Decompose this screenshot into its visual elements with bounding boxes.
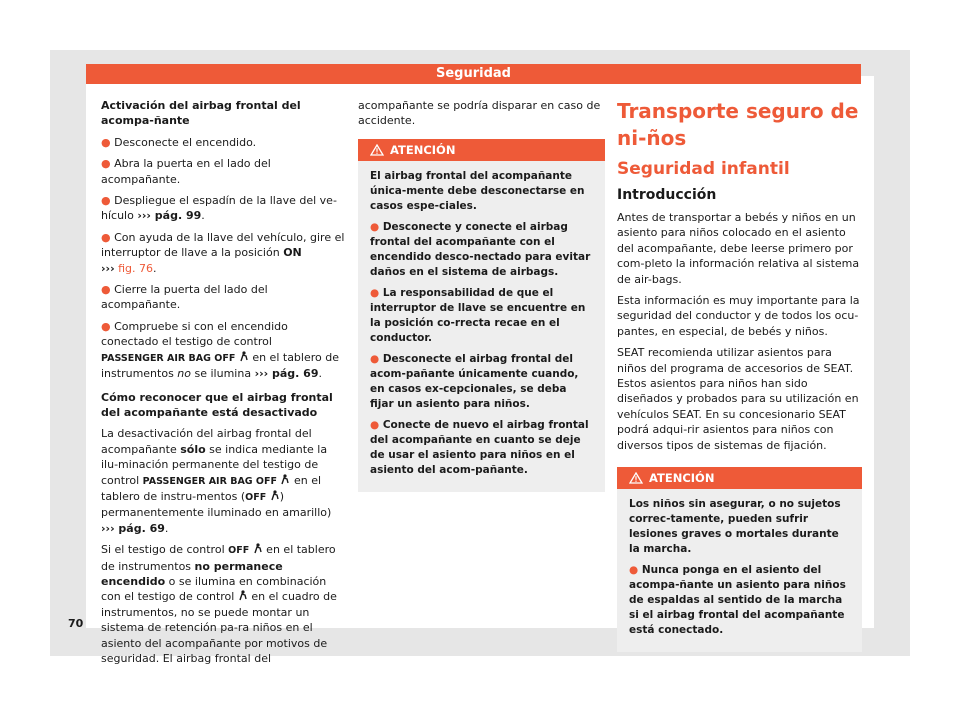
warning-text: La responsabilidad de que el interruptor de llave se encuentre en la posición co-rrecta recae en el conductor. [370,286,586,344]
column-2 [358,98,605,492]
warning-text: Conecte de nuevo el airbag frontal del acompañante en cuanto se deje de usar el asiento para niños en el asiento del acom-pañante. [370,418,589,476]
warning-text: Desconecte y conecte el airbag frontal del acompañante con el encendido desco-nectado para evitar daños en el sistema de airbags. [370,220,591,278]
airbag-person-icon [239,351,249,362]
paragraph [101,542,347,666]
ref-arrow: ››› [101,261,115,275]
warning-bullet [629,563,850,638]
bullet-dot: ● [101,283,111,297]
list-item-text: Despliegue el espadín de la llave del ve-hículo [101,194,337,223]
warning-text: Los niños sin asegurar, o no sujetos correc-tamente, pueden sufrir lesiones graves o mortales durante la marcha. [629,498,841,556]
bullet-dot: ● [101,135,111,149]
airbag-person-icon [238,590,248,601]
warning-bullet [370,220,593,280]
emphasis: sólo [180,442,206,456]
bullet-dot: ● [101,230,111,244]
list-item [101,193,347,224]
passenger-airbag-off-symbol: PASSENGER AIR BAG OFF [101,352,236,364]
airbag-person-icon [280,474,290,485]
off-symbol: OFF [245,491,267,503]
page-ref-link[interactable]: ››› pág. 69 [254,367,319,381]
warning-body [617,489,862,652]
figure-ref-link[interactable]: fig. 76 [114,261,154,275]
list-item-text: Abra la puerta en el lado del acompañante. [101,157,271,186]
list-item-text: Con ayuda de la llave del vehículo, gire el interruptor de llave a la posición [101,230,345,260]
warning-bullet [370,286,593,346]
list-item-text: en el tablero de instrumentos [101,350,339,381]
bullet-dot: ● [370,352,380,365]
list-item-text: Cierre la puerta del lado del acompañante. [101,283,268,312]
heading-deactivated: Cómo reconocer que el airbag frontal del acompañante está desactivado [101,390,333,419]
airbag-person-icon [270,490,280,501]
text: La desactivación del airbag frontal del acompañante [101,427,312,456]
warning-body [358,161,605,492]
text: en el tablero de instru-mentos ( [101,473,322,503]
column-1 [101,98,347,672]
warning-bullet [370,418,593,478]
page-ref-link[interactable]: ››› pág. 69 [101,521,165,535]
warning-title: ATENCIÓN [390,142,456,157]
warning-header [358,139,605,161]
paragraph: acompañante se podría disparar en caso de accidente. [358,99,601,128]
warning-triangle-icon [370,144,384,156]
list-item [101,319,347,382]
list-item [101,282,347,313]
list-item-text: se ilumina [191,367,255,381]
warning-triangle-icon [629,472,643,484]
on-label: ON [283,246,302,260]
list-item [101,135,347,150]
warning-header [617,467,862,489]
list-item [101,156,347,187]
passenger-airbag-off-symbol: PASSENGER AIR BAG OFF [142,475,277,487]
section-title: Seguridad infantil [617,159,790,179]
heading-activation: Activación del airbag frontal del acompa-ñante [101,99,301,128]
text: se indica mediante la ilu-minación permanente del testigo de control [101,442,328,487]
text: ) permanentemente iluminado en amarillo) [101,489,332,520]
punct: . [201,209,205,223]
bullet-dot: ● [370,220,380,233]
bullet-dot: ● [370,286,380,299]
bullet-dot: ● [101,157,111,171]
list-item-text: Compruebe si con el encendido conectado el testigo de control [101,319,288,349]
emphasis: no [177,367,191,381]
column-3 [617,98,862,652]
text: en el tablero de instrumentos [101,543,336,573]
list-item-text: Desconecte el encendido. [114,135,257,149]
bullet-dot: ● [101,319,111,333]
paragraph: Esta información es muy importante para la seguridad del conductor y de todos los ocu-pantes, en especial, de bebés y niños. [617,294,860,338]
paragraph [101,426,347,536]
airbag-person-icon [253,543,263,554]
bullet-dot: ● [629,564,639,577]
text: Si el testigo de control [101,543,229,557]
warning-title: ATENCIÓN [649,471,715,486]
paragraph: Antes de transportar a bebés y niños en un asiento para niños colocado en el asiento del acompañante, debe leerse primero por com-pleto la información relativa al sistema de air-bags. [617,211,860,286]
warning-bullet [370,352,593,412]
page-ref-link[interactable]: ››› pág. 99 [137,209,202,223]
warning-text: El airbag frontal del acompañante única-mente debe desconectarse en casos espe-ciales. [370,169,585,212]
paragraph: SEAT recomienda utilizar asientos para niños del programa de accesorios de SEAT. Estos asientos para niños han sido diseñados y probados para su utilización en vehículos SEAT. En su concesionario SEAT podrá adqui-rir asientos para niños con diversos tipos de sistemas de fijación. [617,346,859,452]
page-number: 70 [68,617,84,630]
punct: . [153,261,157,275]
text: en el cuadro de instrumentos, no se puede montar un sistema de retención pa-ra niños en el asiento del acompañante por motivos de seguridad. El airbag frontal del [101,590,337,665]
section-header: Seguridad [86,64,861,84]
subsection-title: Introducción [617,187,717,203]
warning-box [617,467,862,652]
chapter-title: Transporte seguro de ni-ños [617,99,859,150]
emphasis: no permanece encendido [101,559,283,588]
bullet-dot: ● [370,418,380,431]
warning-text: Desconecte el airbag frontal del acom-pañante únicamente cuando, en casos ex-cepcionales, se deba fijar un asiento para niños. [370,352,579,410]
punct: . [164,521,169,535]
text: o se ilumina en combinación con el testigo de control [101,574,327,604]
off-symbol: OFF [228,545,250,557]
list-item [101,230,347,276]
punct: . [318,367,322,381]
bullet-dot: ● [101,194,111,208]
warning-text: Nunca ponga en el asiento del acompa-ñante un asiento para niños de espaldas al sentido de la marcha si el airbag frontal del acompañante está conectado. [629,564,846,637]
warning-box [358,139,605,492]
